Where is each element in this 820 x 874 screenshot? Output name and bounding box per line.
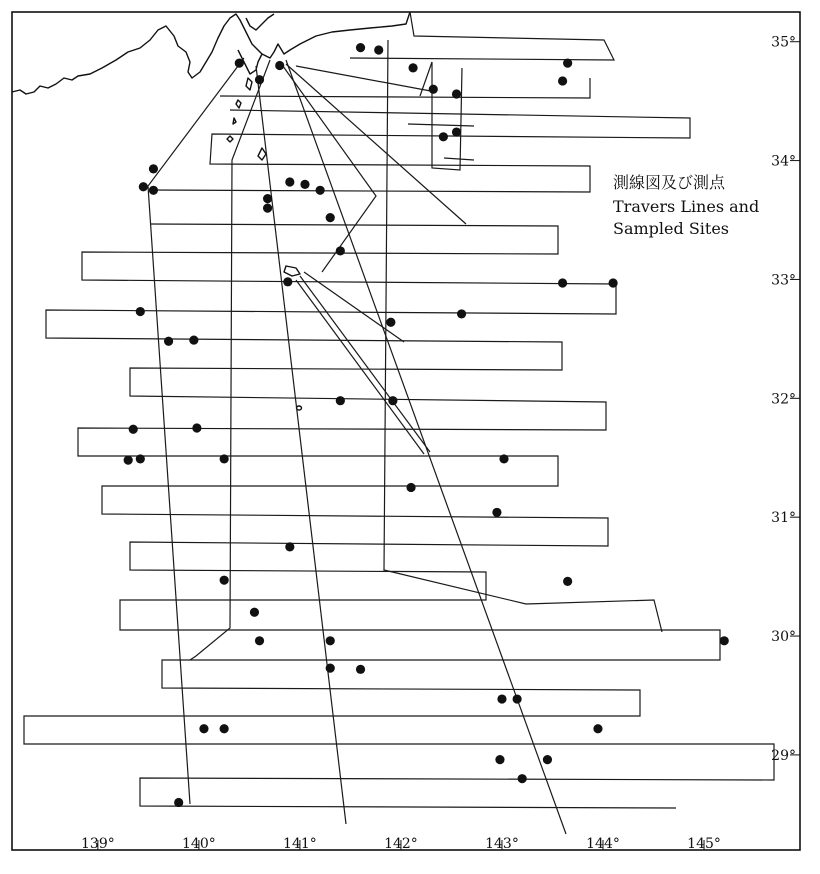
sampled-site-50 [497,694,506,703]
sampled-site-7 [255,75,264,84]
sampled-site-26 [136,307,145,316]
lon-label-139: 139° [81,836,115,852]
sampled-site-58 [174,798,183,807]
sampled-site-36 [136,454,145,463]
sampled-site-21 [326,213,335,222]
sampled-site-28 [457,309,466,318]
sampled-site-42 [220,576,229,585]
sampled-site-19 [263,194,272,203]
lat-label-31: 31° [771,510,796,527]
sampled-site-24 [558,278,567,287]
sampled-site-49 [356,665,365,674]
lat-label-34: 34° [771,153,796,170]
sampled-site-2 [374,45,383,54]
sampled-site-23 [283,277,292,286]
coastline [12,12,410,94]
sampled-site-53 [220,724,229,733]
sampled-site-18 [316,186,325,195]
lon-label-144: 144° [586,836,620,852]
sampled-site-22 [336,246,345,255]
sampled-site-47 [720,636,729,645]
sampled-site-25 [609,278,618,287]
sampled-site-57 [518,774,527,783]
sampled-site-52 [199,724,208,733]
islands [227,78,302,410]
sampled-site-37 [220,454,229,463]
sampled-site-32 [388,396,397,405]
coastline-bay [246,14,274,30]
sampled-site-16 [285,177,294,186]
lat-label-29: 29° [771,747,796,764]
sampled-site-46 [326,636,335,645]
lon-label-143: 143° [485,836,519,852]
sampled-site-43 [563,577,572,586]
lat-label-30: 30° [771,629,796,646]
sampled-site-55 [495,755,504,764]
sampled-site-1 [356,43,365,52]
sampled-site-9 [452,89,461,98]
sampled-site-3 [408,63,417,72]
sampled-site-33 [129,425,138,434]
legend-title-ja: 測線図及び測点 [613,173,726,192]
lat-label-33: 33° [771,272,796,289]
diagonal-tracks [148,40,662,834]
sampled-site-39 [406,483,415,492]
sampled-site-10 [558,76,567,85]
sampled-site-48 [326,664,335,673]
sampled-site-20 [263,204,272,213]
sampled-site-17 [300,180,309,189]
sampled-site-30 [189,335,198,344]
sampled-site-56 [543,755,552,764]
sampled-site-44 [250,608,259,617]
sampled-site-34 [192,423,201,432]
sampled-site-27 [386,318,395,327]
lon-label-140: 140° [182,836,216,852]
legend-title-en-line1: Travers Lines and [613,197,760,216]
sampled-site-5 [235,59,244,68]
sampled-site-45 [255,636,264,645]
sampled-site-6 [275,61,284,70]
sampled-site-13 [149,164,158,173]
sampled-site-15 [149,186,158,195]
lon-label-142: 142° [384,836,418,852]
sampled-site-31 [336,396,345,405]
lon-label-141: 141° [283,836,317,852]
sampled-site-4 [563,59,572,68]
sampled-sites [124,43,729,807]
sampled-site-41 [285,542,294,551]
legend-title-en-line2: Sampled Sites [613,219,730,238]
map-axes [81,35,800,852]
sampled-site-51 [513,694,522,703]
sampled-site-8 [429,85,438,94]
lon-label-145: 145° [687,836,721,852]
sampled-site-38 [499,454,508,463]
sampled-site-11 [439,132,448,141]
lat-label-32: 32° [771,391,796,408]
sampled-site-14 [139,182,148,191]
sampled-site-29 [164,337,173,346]
sampled-site-12 [452,127,461,136]
lat-label-35: 35° [771,34,796,51]
sampled-site-54 [593,724,602,733]
sampled-site-40 [492,508,501,517]
sampled-site-35 [124,456,133,465]
